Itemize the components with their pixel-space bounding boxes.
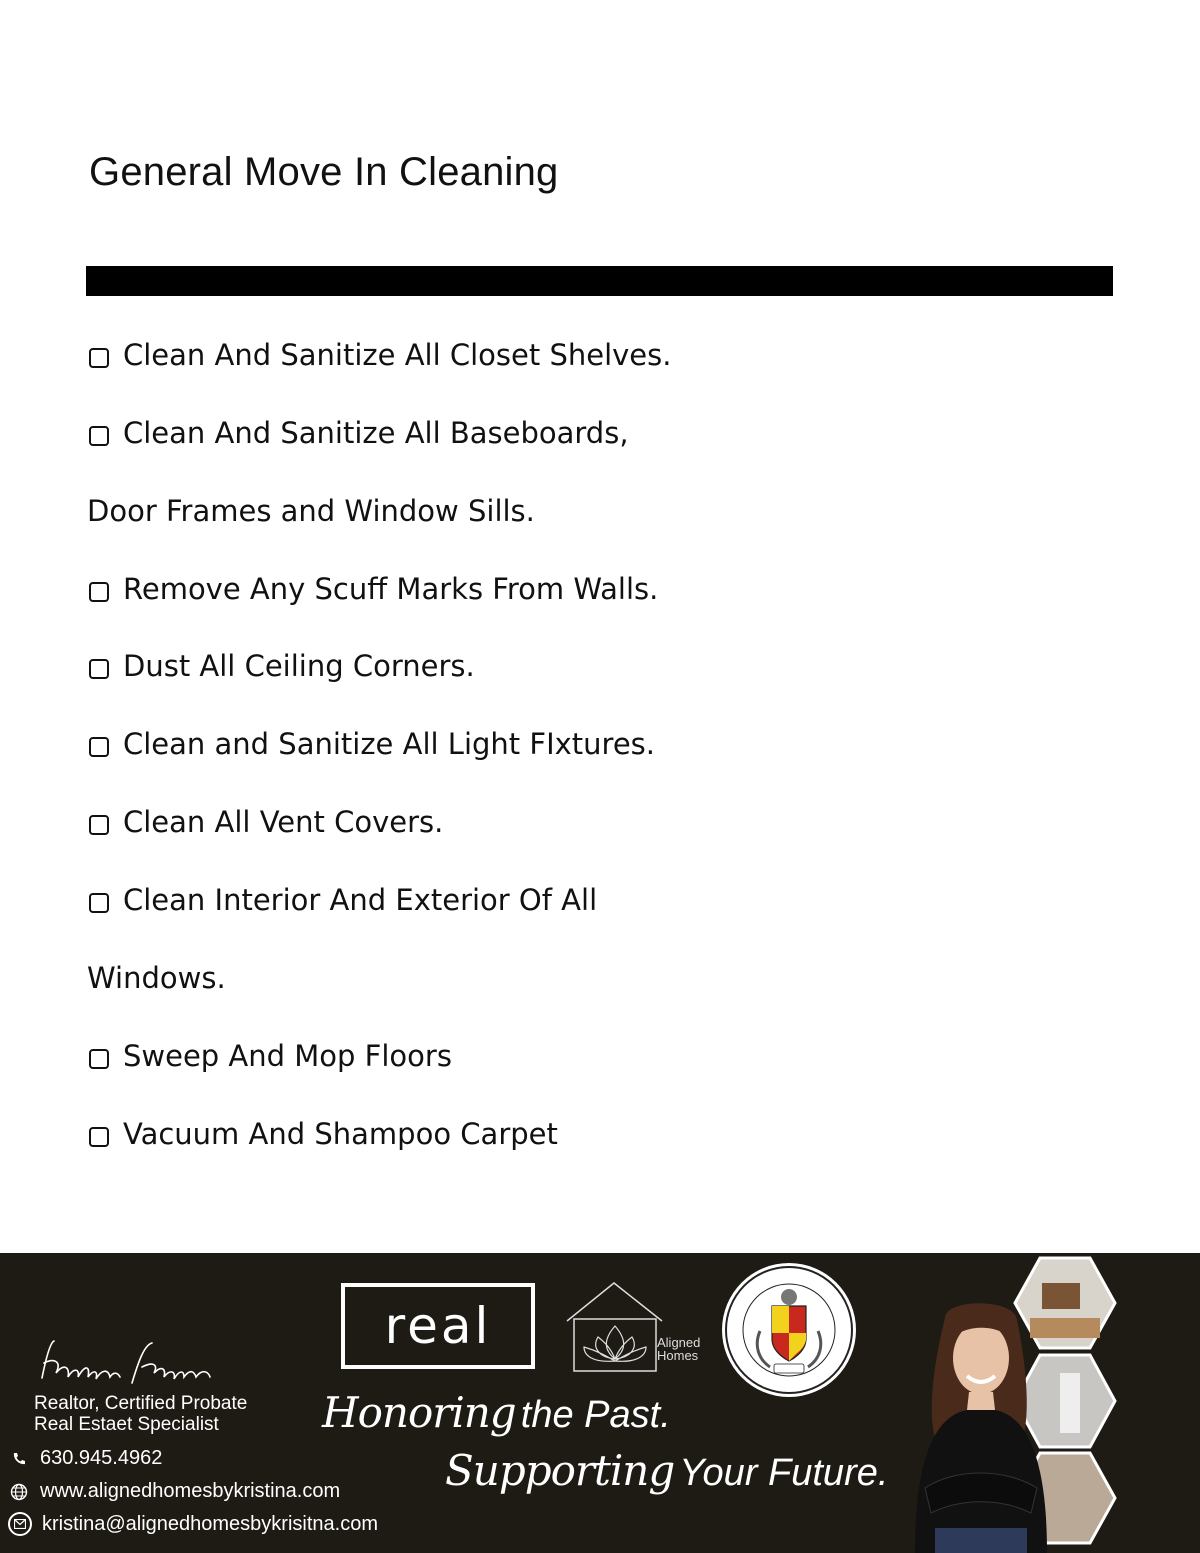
tagline-supporting [445, 1446, 888, 1495]
checklist-item[interactable] [87, 571, 658, 607]
checkbox-icon[interactable] [89, 582, 109, 602]
checkbox-icon[interactable] [89, 815, 109, 835]
checklist-item[interactable] [87, 726, 655, 762]
email-link[interactable]: kristina@alignedhomesbykrisitna.com [42, 1512, 378, 1535]
mail-icon [8, 1512, 32, 1536]
checkbox-icon[interactable] [89, 426, 109, 446]
tagline-plain-text: Your Future. [679, 1452, 889, 1494]
aligned-line: Aligned [657, 1335, 701, 1350]
checklist-item-label: Windows. [87, 961, 226, 995]
checkbox-icon[interactable] [89, 348, 109, 368]
checklist-item-label: Clean And Sanitize All Baseboards, [123, 416, 629, 450]
website-link[interactable]: www.alignedhomesbykristina.com [40, 1480, 341, 1502]
checklist-item[interactable] [87, 804, 443, 840]
agent-footer-banner [0, 1253, 1200, 1553]
checklist-item-label: Clean Interior And Exterior Of All [123, 883, 598, 917]
checklist-item-label: Vacuum And Shampoo Carpet [123, 1117, 558, 1151]
checklist-item-label: Clean and Sanitize All Light FIxtures. [123, 727, 655, 761]
signature-image [34, 1333, 219, 1393]
agent-portrait [905, 1298, 1055, 1553]
checklist-item[interactable] [87, 1038, 452, 1074]
tagline-script-word: Supporting [445, 1446, 675, 1495]
website-contact[interactable] [8, 1480, 340, 1503]
checklist-item[interactable] [87, 882, 597, 918]
page-title: General Move In Cleaning [89, 150, 559, 194]
checkbox-icon[interactable] [89, 659, 109, 679]
checklist-item[interactable] [87, 337, 671, 373]
checkbox-icon[interactable] [89, 1049, 109, 1069]
aligned-homes-wordmark [657, 1336, 700, 1362]
checkbox-icon[interactable] [89, 893, 109, 913]
tagline-plain-text: the Past. [520, 1394, 671, 1436]
role-line: Real Estaet Specialist [34, 1414, 219, 1435]
checkbox-icon[interactable] [89, 1127, 109, 1147]
phone-contact[interactable] [8, 1447, 162, 1470]
checklist-item-label: Sweep And Mop Floors [123, 1039, 452, 1073]
globe-icon [8, 1481, 30, 1503]
agent-role [34, 1393, 247, 1435]
checklist-item-continuation [87, 493, 535, 529]
tagline-script-word: Honoring [322, 1388, 516, 1437]
checklist-item[interactable] [87, 1116, 558, 1152]
checklist-item[interactable] [87, 415, 629, 451]
checklist-item-continuation [87, 960, 226, 996]
title-divider [86, 266, 1113, 296]
checkbox-icon[interactable] [89, 737, 109, 757]
checklist-item-label: Clean All Vent Covers. [123, 805, 444, 839]
tagline-honoring [322, 1388, 671, 1437]
checklist-item-label: Remove Any Scuff Marks From Walls. [123, 572, 659, 606]
aligned-line: Homes [657, 1348, 699, 1363]
role-line: Realtor, Certified Probate [34, 1393, 248, 1414]
probate-specialist-seal [720, 1261, 858, 1399]
phone-number[interactable]: 630.945.4962 [40, 1447, 163, 1469]
checklist-item[interactable] [87, 648, 475, 684]
phone-icon [8, 1448, 30, 1470]
checklist-item-label: Dust All Ceiling Corners. [123, 649, 475, 683]
brokerage-logo: real [341, 1283, 535, 1369]
checklist-item-label: Door Frames and Window Sills. [87, 494, 535, 528]
checklist-item-label: Clean And Sanitize All Closet Shelves. [123, 338, 672, 372]
email-contact[interactable] [8, 1512, 378, 1536]
